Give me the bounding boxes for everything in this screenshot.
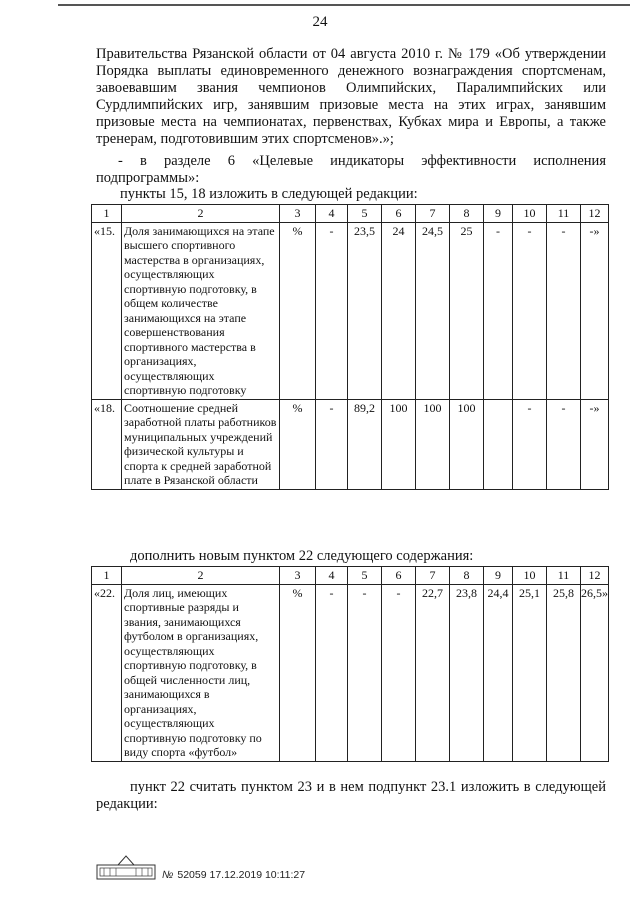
- top-border-line: [58, 4, 630, 6]
- row-number: «22.: [92, 584, 122, 761]
- header-cell: 10: [513, 567, 547, 585]
- value-cell: -: [316, 222, 348, 399]
- header-cell: 7: [416, 567, 450, 585]
- registration-stamp: [162, 869, 305, 881]
- value-cell: 24: [382, 222, 416, 399]
- value-cell: -: [513, 222, 547, 399]
- table-row: [92, 584, 609, 761]
- value-cell: -»: [581, 222, 609, 399]
- value-cell: 25: [450, 222, 484, 399]
- row-description: Доля лиц, имеющих спортивные разряды и звания, занимающихся футболом в организациях, осуществляющих спортивную подготовку, в общей численности лиц, занимающихся в организациях, осуществляющих спортивную подготовку по виду спорта «футбол»: [122, 584, 280, 761]
- value-cell: 26,5»: [581, 584, 609, 761]
- header-cell: 10: [513, 205, 547, 223]
- header-cell: 2: [122, 205, 280, 223]
- registration-number: 52059 17.12.2019 10:11:27: [177, 869, 306, 881]
- value-cell: -: [382, 584, 416, 761]
- table1-caption: пункты 15, 18 изложить в следующей редакции:: [120, 186, 418, 202]
- row-description: Доля занимающихся на этапе высшего спортивного мастерства в организациях, осуществляющих спортивную подготовку, в общем количестве занимающихся на этапе совершенствования спортивного мастерства в организациях, осуществляющих спортивную подготовку: [122, 222, 280, 399]
- value-cell: 100: [382, 399, 416, 489]
- row-number: «18.: [92, 399, 122, 489]
- final-paragraph: пункт 22 считать пунктом 23 и в нем подпункт 23.1 изложить в следующей редакции:: [96, 779, 606, 812]
- value-cell: -: [547, 222, 581, 399]
- row-description: Соотношение средней заработной платы работников муниципальных учреждений физической культуры и спорта к средней заработной плате в Рязанской области: [122, 399, 280, 489]
- header-cell: 8: [450, 567, 484, 585]
- header-cell: 11: [547, 567, 581, 585]
- registration-symbol: №: [162, 869, 174, 881]
- header-cell: 11: [547, 205, 581, 223]
- table-header-row: [92, 205, 609, 223]
- table2-caption: дополнить новым пунктом 22 следующего содержания:: [130, 548, 474, 564]
- value-cell: [484, 399, 513, 489]
- value-cell: 23,5: [348, 222, 382, 399]
- header-cell: 8: [450, 205, 484, 223]
- header-cell: 7: [416, 205, 450, 223]
- intro-paragraph: Правительства Рязанской области от 04 августа 2010 г. № 179 «Об утверждении Порядка выплаты единовременного денежного вознаграждения спортсменам, завоевавшим звания чемпионов Олимпийских, Паралимпийских или Сурдлимпийских игр, занявшим призовые места на этих играх, занявшим призовые места на чемпионатах, первенствах, Кубках мира и Европы, а также тренерам, подготовившим этих спортсменов».»;: [96, 46, 606, 147]
- indicators-table-1: [91, 204, 609, 490]
- header-cell: 6: [382, 205, 416, 223]
- value-cell: %: [280, 584, 316, 761]
- header-cell: 9: [484, 567, 513, 585]
- value-cell: 100: [416, 399, 450, 489]
- value-cell: -: [316, 584, 348, 761]
- value-cell: 89,2: [348, 399, 382, 489]
- table-row: [92, 222, 609, 399]
- value-cell: -: [316, 399, 348, 489]
- indicators-table-2: [91, 566, 609, 762]
- value-cell: -: [513, 399, 547, 489]
- table-header-row: [92, 567, 609, 585]
- value-cell: 100: [450, 399, 484, 489]
- value-cell: -: [547, 399, 581, 489]
- value-cell: 23,8: [450, 584, 484, 761]
- row-number: «15.: [92, 222, 122, 399]
- value-cell: %: [280, 399, 316, 489]
- value-cell: -»: [581, 399, 609, 489]
- header-cell: 1: [92, 567, 122, 585]
- header-cell: 2: [122, 567, 280, 585]
- header-cell: 12: [581, 567, 609, 585]
- page-number: 24: [312, 14, 328, 30]
- section-paragraph: - в разделе 6 «Целевые индикаторы эффективности исполнения подпрограммы»:: [96, 153, 606, 186]
- header-cell: 3: [280, 567, 316, 585]
- header-cell: 5: [348, 567, 382, 585]
- value-cell: -: [348, 584, 382, 761]
- header-cell: 3: [280, 205, 316, 223]
- header-cell: 6: [382, 567, 416, 585]
- header-cell: 5: [348, 205, 382, 223]
- value-cell: 25,8: [547, 584, 581, 761]
- header-cell: 4: [316, 567, 348, 585]
- value-cell: 24,4: [484, 584, 513, 761]
- table-row: [92, 399, 609, 489]
- header-cell: 12: [581, 205, 609, 223]
- header-cell: 9: [484, 205, 513, 223]
- value-cell: 22,7: [416, 584, 450, 761]
- value-cell: 24,5: [416, 222, 450, 399]
- value-cell: %: [280, 222, 316, 399]
- header-cell: 1: [92, 205, 122, 223]
- header-cell: 4: [316, 205, 348, 223]
- value-cell: 25,1: [513, 584, 547, 761]
- value-cell: -: [484, 222, 513, 399]
- registry-seal-icon: [96, 853, 156, 881]
